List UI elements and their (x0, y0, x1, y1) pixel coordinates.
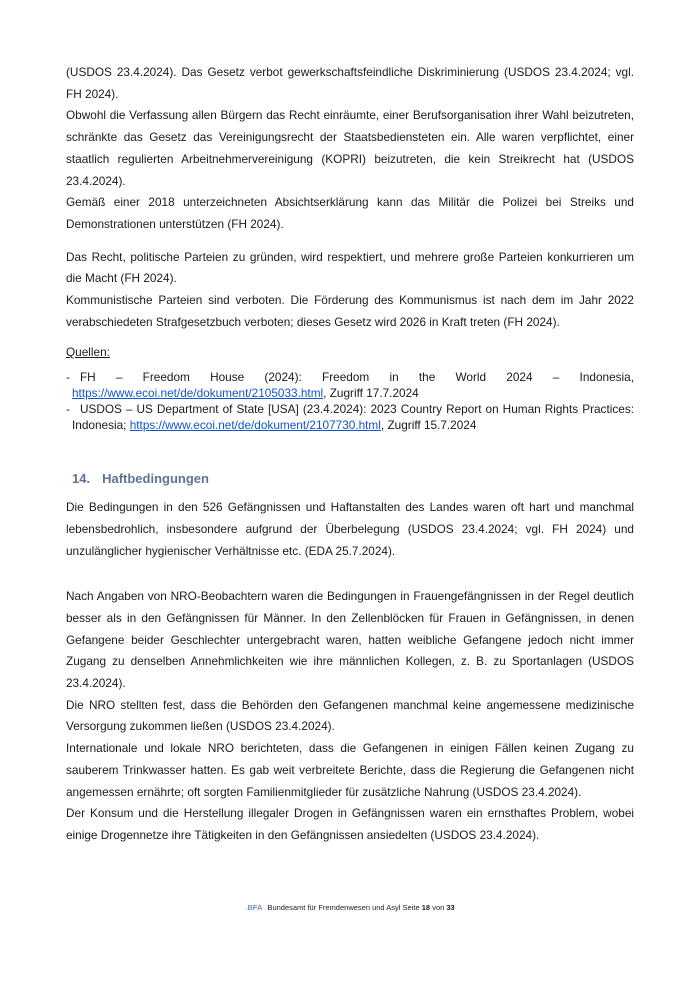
footer-page-number: 18 (421, 903, 431, 912)
paragraph: Die NRO stellten fest, dass die Behörden den Gefangenen manchmal keine angemessene medizinische Versorgung zukommen ließen (USDOS 23.4.2024). (66, 697, 634, 734)
source-link[interactable]: https://www.ecoi.net/de/dokument/2105033.html (72, 386, 324, 401)
source-item (66, 369, 634, 401)
paragraph: Die Bedingungen in den 526 Gefängnissen und Haftanstalten des Landes waren oft hart und manchmal lebensbedrohlich, insbesondere aufgrund der Überbelegung (USDOS 23.4.2024; vgl. FH 2024) und unzulänglicher hygienischer Verhältnisse etc. (EDA 25.7.2024). (66, 500, 634, 558)
paragraph: Der Konsum und die Herstellung illegaler Drogen in Gefängnissen waren ein ernsthaftes Problem, wobei einige Drogennetze ihre Tätigkeiten in den Gefängnissen ansiedelten (USDOS 23.4.2024). (66, 806, 634, 842)
blank-line (66, 236, 634, 247)
paragraph: Nach Angaben von NRO-Beobachtern waren die Bedingungen in Frauengefängnissen in der Regel deutlich besser als in den Gefängnissen für Männer. In den Zellenblöcken für Frauen in Gefängnissen, in denen Gefangene beider Geschlechter untergebracht waren, hatten weibliche Gefangene jedoch nicht immer Zugang zu denselben Annehmlichkeiten wie ihre männlichen Kollegen, z. B. zu Sportanlagen (USDOS 23.4.2024). (66, 589, 634, 691)
source-text: FH – Freedom House (2024): Freedom in the World 2024 – Indonesia, (79, 370, 634, 385)
section-heading (66, 469, 634, 489)
paragraph: Das Recht, politische Parteien zu gründen, wird respektiert, und mehrere große Parteien konkurrieren um die Macht (FH 2024). (66, 249, 634, 286)
blank-line (66, 562, 634, 586)
sources-label: Quellen: (66, 345, 110, 360)
source-access-date: , Zugriff 17.7.2024 (323, 386, 419, 401)
source-item (66, 401, 634, 433)
footer-von-label: von (432, 903, 445, 912)
footer-seite-label: Seite (402, 903, 420, 912)
paragraph: Obwohl die Verfassung allen Bürgern das Recht einräumte, einer Berufsorganisation ihrer Wahl beizutreten, schränkte das Gesetz das Vereinigungsrecht der Staatsbediensteten ein. Alle waren verpflichtet, einer staatlich regulierten Arbeitnehmervereinigung (KOPRI) beizutreten, die kein Streikrecht hat (USDOS 23.4.2024). (66, 108, 634, 188)
source-access-date: , Zugriff 15.7.2024 (380, 418, 477, 433)
source-text: USDOS – US Department of State [USA] (23.4.2024): 2023 Country Report on Human Rights Practices: Indonesia; (72, 402, 634, 433)
section-title: Haftbedingungen (102, 471, 209, 487)
footer-logo-dot: . (245, 903, 248, 912)
footer-brand: BFA (247, 903, 263, 912)
section-number: 14. (72, 471, 91, 487)
bullet-dash: - (66, 402, 70, 417)
footer-page-total: 33 (446, 903, 455, 912)
paragraph: Gemäß einer 2018 unterzeichneten Absichtserklärung kann das Militär die Polizei bei Streiks und Demonstrationen unterstützen (FH 2024). (66, 195, 634, 231)
footer-org: Bundesamt für Fremdenwesen und Asyl (267, 903, 401, 912)
paragraph: Kommunistische Parteien sind verboten. Die Förderung des Kommunismus ist nach dem im Jahr 2022 verabschiedeten Strafgesetzbuch verboten; dieses Gesetz wird 2026 in Kraft treten (FH 2024). (66, 293, 634, 329)
paragraph: (USDOS 23.4.2024). Das Gesetz verbot gewerkschaftsfeindliche Diskriminierung (USDOS 23.4.2024; vgl. FH 2024). (66, 65, 634, 101)
page-footer (0, 903, 700, 913)
bullet-dash: - (66, 370, 70, 385)
paragraph: Internationale und lokale NRO berichteten, dass die Gefangenen in einigen Fällen keinen Zugang zu sauberem Trinkwasser hatten. Es gab weit verbreitete Berichte, dass die Regierung die Gefangenen nicht angemessen ernährte; oft sorgten Familienmitglieder für zusätzliche Nahrung (USDOS 23.4.2024). (66, 741, 634, 799)
source-link[interactable]: https://www.ecoi.net/de/dokument/2107730.html (129, 418, 381, 433)
sources-list (66, 369, 634, 433)
